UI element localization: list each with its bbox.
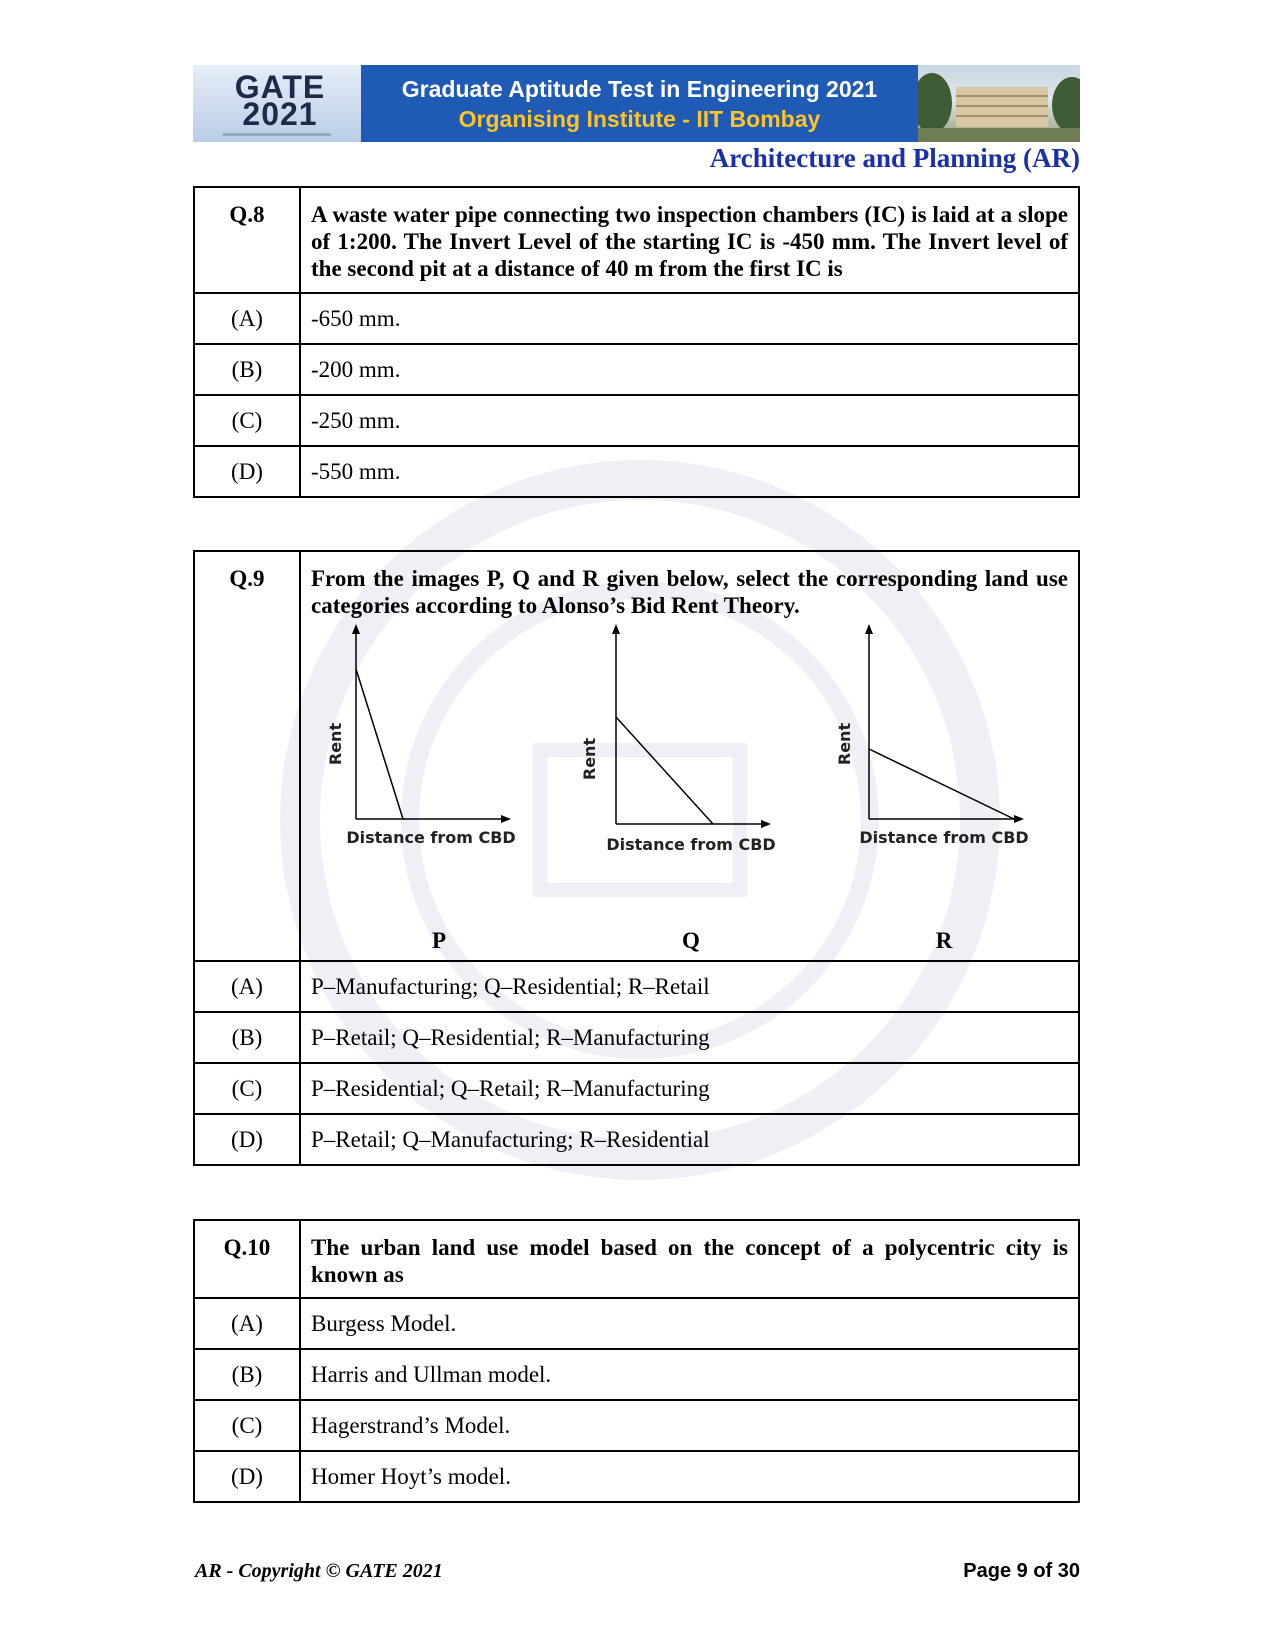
- option-d[interactable]: [195, 1113, 1078, 1164]
- option-text: Hagerstrand’s Model.: [311, 1412, 511, 1438]
- logo-line1: GATE: [234, 69, 326, 105]
- graph-p: [326, 624, 516, 854]
- option-text: Homer Hoyt’s model.: [311, 1463, 511, 1489]
- graph-r-name: R: [935, 928, 953, 953]
- option-b[interactable]: [195, 1348, 1078, 1399]
- option-text: P–Retail; Q–Manufacturing; R–Residential: [311, 1126, 710, 1152]
- option-label: (A): [195, 962, 301, 1011]
- graph-p-ylabel: Rent: [326, 722, 345, 766]
- option-label: (C): [195, 1064, 301, 1113]
- option-text: -200 mm.: [311, 356, 401, 382]
- option-label: (D): [195, 1115, 301, 1164]
- graph-q: [580, 624, 776, 859]
- question-q9: [193, 550, 1080, 1166]
- question-number: Q.10: [195, 1221, 301, 1297]
- option-text: P–Residential; Q–Retail; R–Manufacturing: [311, 1075, 710, 1101]
- option-label: (C): [195, 396, 301, 445]
- option-d[interactable]: [195, 1450, 1078, 1501]
- option-text: P–Retail; Q–Residential; R–Manufacturing: [311, 1024, 710, 1050]
- option-b[interactable]: [195, 1011, 1078, 1062]
- question-q8: [193, 186, 1080, 498]
- graph-p-xlabel: Distance from CBD: [346, 828, 516, 847]
- option-label: (C): [195, 1401, 301, 1450]
- subject-title: Architecture and Planning (AR): [709, 143, 1080, 173]
- graph-q-name: Q: [682, 928, 700, 953]
- logo-line2: 2021: [242, 96, 318, 132]
- option-a[interactable]: [195, 960, 1078, 1011]
- option-label: (D): [195, 447, 301, 496]
- option-label: (A): [195, 1299, 301, 1348]
- banner-subtitle: Organising Institute - IIT Bombay: [458, 105, 821, 132]
- graph-p-name: P: [431, 928, 447, 953]
- question-body: [301, 552, 1078, 960]
- option-text: Harris and Ullman model.: [311, 1361, 552, 1387]
- question-row: [195, 552, 1078, 960]
- graph-q-curve: [616, 717, 713, 824]
- gate-logo: [193, 65, 361, 142]
- question-text: From the images P, Q and R given below, select the corresponding land use categories according to Alonso’s Bid Rent Theory.: [311, 566, 1068, 618]
- banner-title: Graduate Aptitude Test in Engineering 2021: [401, 75, 878, 102]
- graph-r-xlabel: Distance from CBD: [859, 828, 1029, 847]
- logo-strip: [223, 133, 331, 136]
- question-q10: [193, 1219, 1080, 1503]
- footer-page-number: Page 9 of 30: [963, 1560, 1080, 1582]
- option-label: (B): [195, 1013, 301, 1062]
- question-text: The urban land use model based on the concept of a polycentric city is known as: [311, 1235, 1068, 1287]
- banner-titles: [361, 65, 918, 142]
- option-text: -550 mm.: [311, 458, 401, 484]
- graph-p-curve: [356, 669, 403, 819]
- option-label: (B): [195, 345, 301, 394]
- graph-r: [835, 624, 1029, 854]
- option-text: -250 mm.: [311, 407, 401, 433]
- footer-copyright: AR - Copyright © GATE 2021: [195, 1560, 443, 1582]
- option-label: (B): [195, 1350, 301, 1399]
- question-row: [195, 188, 1078, 292]
- graph-q-ylabel: Rent: [580, 737, 599, 781]
- campus-photo: [918, 65, 1080, 142]
- option-a[interactable]: [195, 1297, 1078, 1348]
- header-banner: [193, 65, 1080, 142]
- option-text: -650 mm.: [311, 305, 401, 331]
- bid-rent-graphs: [301, 624, 1080, 934]
- option-c[interactable]: [195, 1399, 1078, 1450]
- option-d[interactable]: [195, 445, 1078, 496]
- option-c[interactable]: [195, 394, 1078, 445]
- option-label: (D): [195, 1452, 301, 1501]
- option-label: (A): [195, 294, 301, 343]
- graph-r-ylabel: Rent: [835, 722, 854, 766]
- question-text: A waste water pipe connecting two inspection chambers (IC) is laid at a slope of 1:200. The Invert Level of the starting IC is -450 mm. The Invert level of the second pit at a distance of 40 m from the first IC is: [311, 202, 1068, 281]
- option-c[interactable]: [195, 1062, 1078, 1113]
- option-text: P–Manufacturing; Q–Residential; R–Retail: [311, 973, 710, 999]
- option-a[interactable]: [195, 292, 1078, 343]
- graph-r-curve: [869, 749, 1014, 819]
- option-text: Burgess Model.: [311, 1310, 457, 1336]
- graph-q-xlabel: Distance from CBD: [606, 835, 776, 854]
- question-row: [195, 1221, 1078, 1297]
- question-number: Q.9: [195, 552, 301, 960]
- question-number: Q.8: [195, 188, 301, 292]
- option-b[interactable]: [195, 343, 1078, 394]
